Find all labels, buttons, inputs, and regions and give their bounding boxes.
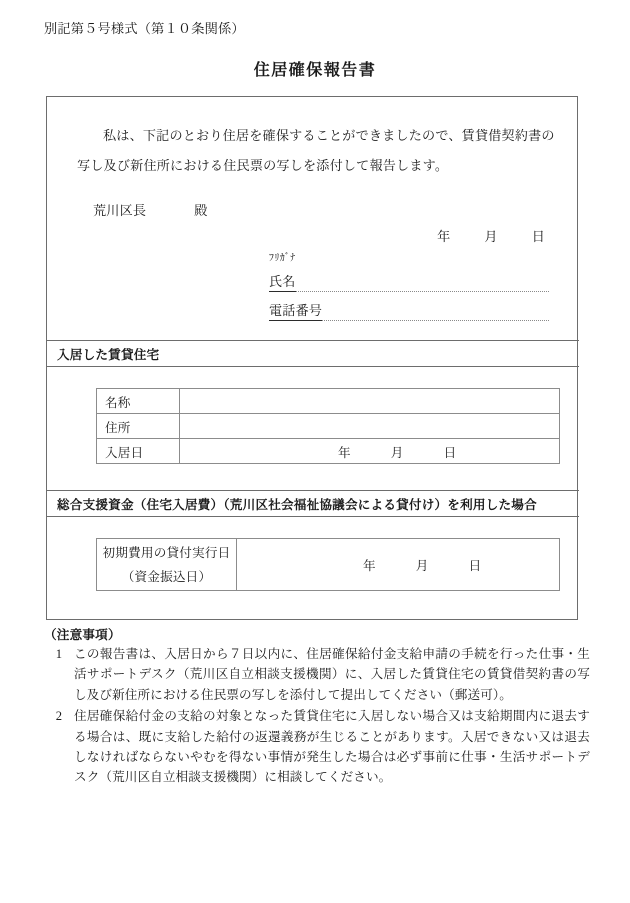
name-label: 氏名 [269,273,296,292]
move-in-date-cells [188,442,551,461]
loan-table [96,538,560,591]
furigana-label: ﾌﾘｶﾞﾅ [269,253,296,264]
loan-date-cells [245,555,551,574]
loan-month-label: 月 [415,559,429,573]
housing-address-label: 住所 [97,414,180,439]
note-text: この報告書は、入居日から７日以内に、住居確保給付金支給申請の手続を行った仕事・生活サポートデスク（荒川区自立相談支援機関）に、入居した賃貸住宅の賃貸借契約書の写し及び新住所における住民票の写しを添付して提出してください（郵送可）。 [74,647,590,702]
housing-name-label: 名称 [97,389,180,414]
notes-section [44,624,590,788]
notes-title: （注意事項） [44,628,121,642]
section-housing-title: 入居した賃貸住宅 [57,348,160,362]
addressee [93,200,207,219]
section-header-loan [47,490,579,517]
housing-table [96,388,560,464]
housing-address-value[interactable] [180,414,560,439]
addressee-recipient: 荒川区長 [93,203,147,218]
table-row [97,389,560,414]
main-form-box [46,96,578,620]
date-day-label: 日 [531,229,545,244]
table-row [97,414,560,439]
move-in-month-label: 月 [390,445,404,460]
submission-date-line [437,226,545,245]
section-loan-title: 総合支援資金（住宅入居費）（荒川区社会福祉協議会による貸付け）を利用した場合 [57,498,537,512]
loan-execution-date-value[interactable] [237,539,560,591]
form-code: 別記第５号様式（第１０条関係） [44,21,245,36]
loan-day-label: 日 [468,559,482,573]
move-in-date-value[interactable] [180,439,560,464]
date-month-label: 月 [484,229,498,244]
name-input-line[interactable] [296,277,549,292]
addressee-honorific: 殿 [194,203,208,218]
loan-year-label: 年 [363,559,376,573]
phone-field-row[interactable] [269,301,549,321]
phone-input-line[interactable] [322,306,549,321]
note-item [44,706,590,788]
note-number: 1 [55,647,63,661]
move-in-date-label: 入居日 [97,439,180,464]
statement-paragraph: 私は、下記のとおり住居を確保することができましたので、賃貸借契約書の写し及び新住所における住民票の写しを添付して報告します。 [77,128,555,173]
table-row [97,439,560,464]
housing-name-value[interactable] [180,389,560,414]
table-row [97,539,560,591]
note-text: 住居確保給付金の支給の対象となった賃貸住宅に入居しない場合又は支給期間内に退去する場合は、既に支給した給付の返還義務が生じることがあります。入居できない又は退去しなければならないやむを得ない事情が発生した場合は必ず事前に仕事・生活サポートデスク（荒川区自立相談支援機関）に相談してください。 [74,709,590,785]
page-title: 住居確保報告書 [253,62,377,79]
loan-label-line1: 初期費用の貸付実行日 [102,545,231,560]
phone-label: 電話番号 [269,302,322,321]
applicant-block [269,252,549,330]
move-in-day-label: 日 [443,445,457,460]
note-item [44,644,590,705]
loan-label-line2: （資金振込日） [121,569,212,584]
section-header-housing [47,340,579,367]
name-field-row[interactable] [269,272,549,292]
move-in-year-label: 年 [338,445,351,460]
note-number: 2 [55,709,63,724]
loan-execution-date-label [97,539,237,591]
date-year-label: 年 [437,229,451,244]
